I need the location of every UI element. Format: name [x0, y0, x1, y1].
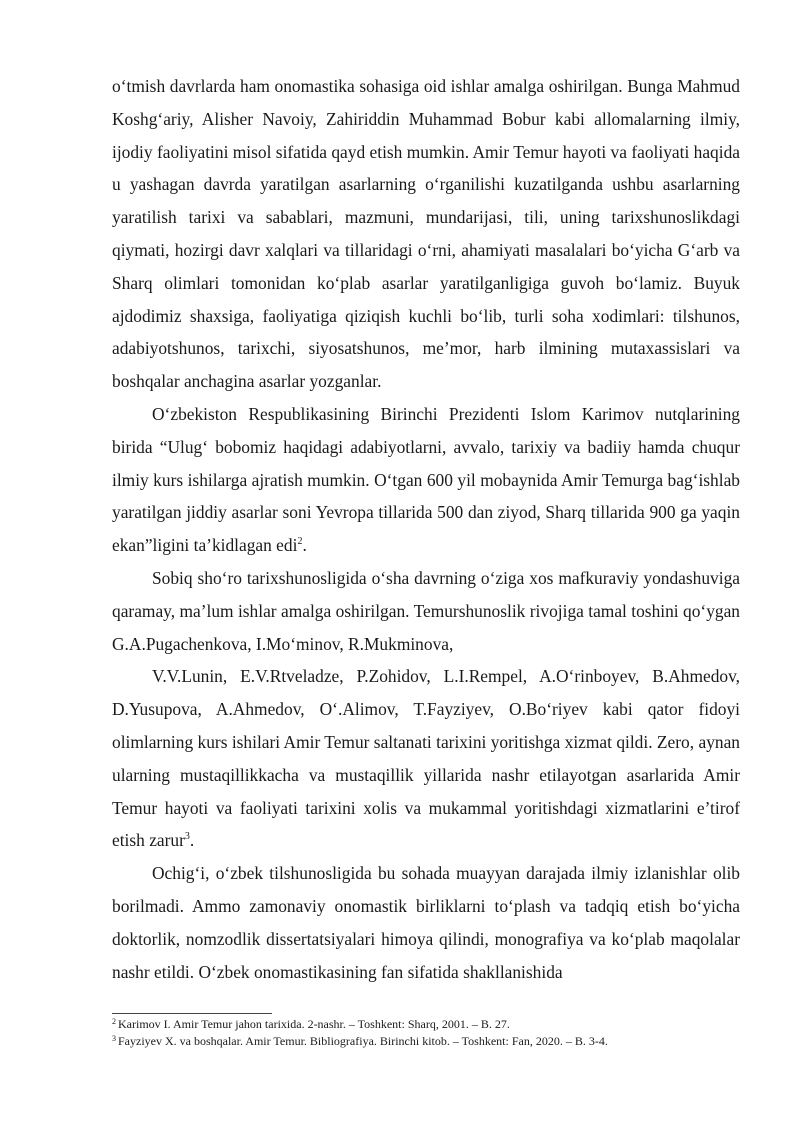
footnote-2	[112, 1016, 740, 1033]
document-page	[112, 70, 740, 988]
paragraph-5-text: Ochig‘i, o‘zbek tilshunosligida bu sohada muayyan darajada ilmiy izlanishlar olib borilmadi. Ammo zamonaviy onomastik birliklarni to‘plash va tadqiq etish bo‘yicha doktorlik, nomzodlik dissertatsiyalari himoya qilindi, monografiya va ko‘plab maqolalar nashr etildi. O‘zbek onomastikasining fan sifatida shakllanishida	[112, 863, 740, 982]
paragraph-4-text: V.V.Lunin, E.V.Rtveladze, P.Zohidov, L.I.Rempel, A.O‘rinboyev, B.Ahmedov, D.Yusupova, A.Ahmedov, O‘.Alimov, T.Fayziyev, O.Bo‘riyev kabi qator fidoyi olimlarning kurs ishilari Amir Temur saltanati tarixini yoritishga xizmat qildi. Zero, aynan ularning mustaqillikkacha va mustaqillik yillarida nashr etilayotgan asarlarida Amir Temur hayoti va faoliyati tarixini xolis va mukammal yoritishdagi xizmatlarini e’tirof etish zarur	[112, 666, 740, 851]
paragraph-3-text: Sobiq sho‘ro tarixshunosligida o‘sha davrning o‘ziga xos mafkuraviy yondashuviga qaramay, ma’lum ishlar amalga oshirilgan. Temurshunoslik rivojiga tamal toshini qo‘ygan G.A.Pugachenkova, I.Mo‘minov, R.Mukminova,	[112, 567, 740, 654]
footnote-ref-3: 3	[184, 831, 190, 843]
footnote-2-text: Karimov I. Amir Temur jahon tarixida. 2-nashr. – Toshkent: Sharq, 2001. – B. 27.	[118, 1017, 510, 1031]
paragraph-4-end: .	[189, 830, 195, 851]
paragraph-1	[112, 70, 740, 398]
paragraph-2-text: O‘zbekiston Respublikasining Birinchi Prezidenti Islom Karimov nutqlarining birida “Ulug‘ bobomiz haqidagi adabiyotlarni, avvalo, tarixiy va badiiy hamda chuqur ilmiy kurs ishilarga ajratish mumkin. O‘tgan 600 yil mobaynida Amir Temurga bag‘ishlab yaratilgan jiddiy asarlar soni Yevropa tillarida 500 dan ziyod, Sharq tillarida 900 ga yaqin ekan”ligini ta’kidlagan edi	[112, 403, 740, 556]
paragraph-1-text: o‘tmish davrlarda ham onomastika sohasiga oid ishlar amalga oshirilgan. Bunga Mahmud Koshg‘ariy, Alisher Navoiy, Zahiriddin Muhammad Bobur kabi allomalarning ilmiy, ijodiy faoliyatini misol sifatida qayd etish mumkin. Amir Temur hayoti va faoliyati haqida u yashagan davrda yaratilgan asarlarning o‘rganilishi kuzatilganda ushbu asarlarning yaratilish tarixi va sabablari, mazmuni, mundarijasi, tili, uning tarixshunoslikdagi qiymati, hozirgi davr xalqlari va tillaridagi o‘rni, ahamiyati masalalari bo‘yicha G‘arb va Sharq olimlari tomonidan ko‘plab asarlar yaratilganligiga guvoh bo‘lamiz. Buyuk ajdodimiz shaxsiga, faoliyatiga qiziqish kuchli bo‘lib, turli soha xodimlari: tilshunos, adabiyotshunos, tarixchi, siyosatshunos, me’mor, harb ilmining mutaxassislari va boshqalar anchagina asarlar yozganlar.	[112, 76, 740, 392]
paragraph-5	[112, 857, 740, 988]
footnote-ref-2: 2	[297, 536, 303, 548]
paragraph-2	[112, 398, 740, 562]
paragraph-4	[112, 660, 740, 857]
footnote-separator	[112, 1013, 272, 1014]
footnote-mark-3: 3	[112, 1034, 116, 1043]
paragraph-3	[112, 562, 740, 660]
paragraph-2-end: .	[302, 535, 307, 556]
footnote-3-text: Fayziyev X. va boshqalar. Amir Temur. Bibliografiya. Birinchi kitob. – Toshkent: Fan, 2020. – B. 3-4.	[118, 1034, 608, 1048]
footnotes	[112, 1016, 740, 1050]
footnote-3	[112, 1033, 740, 1050]
footnote-mark-2: 2	[112, 1017, 116, 1026]
